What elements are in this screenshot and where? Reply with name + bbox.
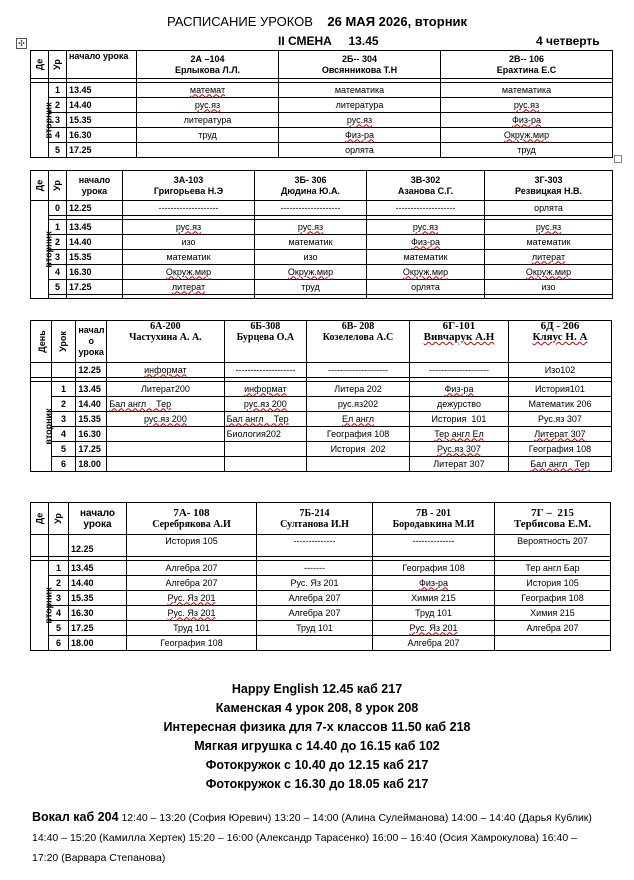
table-row: 6 18.00 Литерат 307 Бал англ Тер	[31, 457, 612, 472]
class-header: 7А- 108 Серебрякова А.И	[127, 503, 257, 535]
col-start: начало урока	[69, 503, 127, 535]
class-header: 6Д - 206 Кляус Н. А	[508, 321, 611, 363]
schedule-table-grade3	[30, 170, 613, 299]
note-line: Мягкая игрушка с 14.40 до 16.15 каб 102	[194, 739, 440, 753]
schedule-table-grade7	[30, 502, 611, 651]
table-row: 3 15.35 Рус. Яз 201 Алгебра 207 Химия 215 География 108	[31, 591, 611, 606]
class-header: 6В- 208 Козелелова А.С	[307, 321, 410, 363]
class-header: 2Б-- 304 Овсянникова Т.Н	[279, 51, 441, 79]
table-row: 1 13.45 рус.яз рус.яз рус.яз рус.яз	[31, 220, 613, 235]
col-day: Де	[31, 171, 49, 201]
col-day: День	[31, 321, 52, 363]
quarter-label: 4 четверть	[536, 34, 600, 48]
note-line: Интересная физика для 7-х классов 11.50 каб 218	[163, 720, 471, 734]
col-start: начало урока	[67, 51, 137, 79]
col-lesson: Ур	[49, 503, 69, 535]
col-start: начал о урока	[76, 321, 107, 363]
title-date: 26 МАЯ 2026, вторник	[327, 14, 468, 29]
table-row: 6 18.00 География 108 Алгебра 207	[31, 636, 611, 651]
schedule-table-grade6	[30, 320, 612, 472]
note-line: Фотокружок с 16.30 до 18.05 каб 217	[205, 777, 429, 791]
col-lesson: Ур	[49, 171, 67, 201]
col-lesson: Урок	[51, 321, 76, 363]
table-row: 12.25 История 105 -------------- -------------- Вероятность 207	[31, 535, 611, 557]
class-header: 2В-- 106 Ерахтина Е.С	[441, 51, 613, 79]
note-line: Happy English 12.45 каб 217	[231, 682, 403, 696]
table-row: 2 14.40 Алгебра 207 Рус. Яз 201 Физ-ра История 105	[31, 576, 611, 591]
table-row: 5 17.25 литерат труд орлята изо	[31, 280, 613, 295]
table-row: вторник 0 12.25 -------------------- -------------------- -------------------- орлята	[31, 201, 613, 216]
class-header: 3Г-303 Резвицкая Н.В.	[485, 171, 613, 201]
table-row: 3 15.35 рус.яз 200 Бал англ Тер Ел англ История 101 Рус.яз 307	[31, 412, 612, 427]
vocal-schedule	[32, 807, 602, 868]
table-row: вторник 1 13.45 Алгебра 207 ------- География 108 Тер англ Бар	[31, 561, 611, 576]
class-header: 6Б-308 Бурцева О.А	[224, 321, 306, 363]
table-row: 12.25 информат -------------------- -------------------- -------------------- Изо102	[31, 363, 612, 378]
table-row: 4 16.30 труд Физ-ра Окруж.мир	[31, 128, 613, 143]
col-day: Де	[31, 51, 49, 79]
class-header: 6Г-101 Вивчарук А.Н	[410, 321, 509, 363]
title-text: РАСПИСАНИЕ УРОКОВ	[166, 14, 313, 29]
vocal-label: Вокал каб 204	[32, 810, 119, 824]
table-row: 5 17.25 орлята труд	[31, 143, 613, 158]
vocal-text: 12:40 – 13:20 (София Юревич) 13:20 – 14:00 (Алина Сулейманова) 14:00 – 14:40 (Дарья Кублик) 14:40 – 15:20 (Камилла Хертек) 15:20 – 16:00 (Александр Тарасенко) 16:00 – 16:40 (Осия Хамрокулова) 16:40 – 17:20 (Варвара Степанова)	[32, 812, 592, 864]
table-row: 3 15.35 литература рус.яз Физ-ра	[31, 113, 613, 128]
schedule-table-grade2	[30, 50, 613, 158]
day-cell: вторник	[31, 561, 49, 651]
table-row: 2 14.40 Бал англ Тер рус.яз 200 рус.яз202 дежурство Математик 206	[31, 397, 612, 412]
table-move-handle-icon[interactable]: ✣	[16, 38, 27, 49]
class-header: 3Б- 306 Дюдина Ю.А.	[255, 171, 367, 201]
shift-label: II СМЕНА 13.45	[278, 34, 379, 48]
extra-activities	[0, 680, 634, 794]
table-row: 3 15.35 математик изо математик литерат	[31, 250, 613, 265]
class-header: 6А-200 Частухина А. А.	[107, 321, 224, 363]
table-row: 5 17.25 История 202 Рус.яз 307 География 108	[31, 442, 612, 457]
col-day: Де	[31, 503, 49, 535]
table-row: вторник 1 13.45 математ математика математика	[31, 83, 613, 98]
class-header: 7Б-214 Султанова И.Н	[257, 503, 373, 535]
class-header: 3А-103 Григорьева Н.Э	[123, 171, 255, 201]
class-header: 3В-302 Азанова С.Г.	[367, 171, 485, 201]
table-row: 2 14.40 изо математик Физ-ра математик	[31, 235, 613, 250]
table-row: 4 16.30 Рус. Яз 201 Алгебра 207 Труд 101 Химия 215	[31, 606, 611, 621]
class-header: 7В - 201 Бородавкина М.И	[373, 503, 495, 535]
class-header: 7Г – 215 Тербисова Е.М.	[495, 503, 611, 535]
note-line: Каменская 4 урок 208, 8 урок 208	[215, 701, 419, 715]
table-resize-handle-icon[interactable]	[614, 155, 622, 163]
day-cell: вторник	[31, 382, 52, 472]
col-lesson: Ур	[49, 51, 67, 79]
table-row: 5 17.25 Труд 101 Труд 101 Рус. Яз 201 Алгебра 207	[31, 621, 611, 636]
class-header: 2А –104 Ерлыкова Л.Л.	[137, 51, 279, 79]
table-row: вторник 1 13.45 Литерат200 информат Литера 202 Физ-ра История101	[31, 382, 612, 397]
page-title	[0, 14, 634, 29]
table-row: 4 16.30 Биология202 География 108 Тер англ Ел Литерат 307	[31, 427, 612, 442]
table-row: 4 16.30 Окруж.мир Окруж.мир Окруж.мир Окруж.мир	[31, 265, 613, 280]
note-line: Фотокружок с 10.40 до 12.15 каб 217	[205, 758, 429, 772]
day-cell: вторник	[31, 83, 49, 158]
table-row: 2 14.40 рус.яз литература рус.яз	[31, 98, 613, 113]
day-cell: вторник	[31, 201, 49, 299]
col-start: начало урока	[67, 171, 123, 201]
